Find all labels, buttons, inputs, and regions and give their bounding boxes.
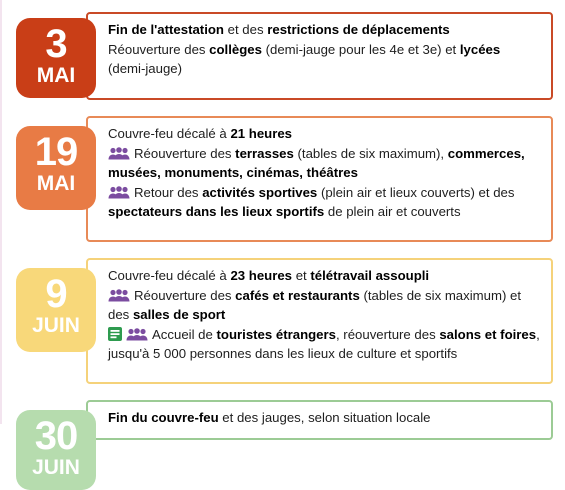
left-margin-rule — [0, 0, 2, 424]
date-day: 3 — [45, 22, 67, 66]
card-line: Couvre-feu décalé à 21 heures — [108, 126, 293, 141]
info-card — [86, 258, 553, 384]
date-badge — [16, 410, 96, 490]
card-line: Retour des activités sportives (plein air et lieux couverts) et des spectateurs dans les lieux sportifs de plein air et couverts — [108, 184, 515, 219]
info-card — [86, 400, 553, 440]
info-card — [86, 116, 553, 242]
date-badge — [16, 126, 96, 210]
people-icon — [108, 289, 130, 302]
card-line: Accueil de touristes étrangers, réouverture des salons et foires, jusqu'à 5 000 personnes dans les lieux de culture et sportifs — [108, 326, 540, 361]
info-card — [86, 12, 553, 100]
date-badge — [16, 18, 96, 98]
date-month: MAI — [36, 172, 76, 195]
date-month: JUIN — [32, 314, 80, 337]
card-line: Fin du couvre-feu et des jauges, selon situation locale — [108, 410, 431, 425]
people-icon — [126, 328, 148, 341]
date-month: JUIN — [32, 456, 80, 479]
card-line: Fin de l'attestation et des restrictions de déplacements — [108, 22, 450, 37]
timeline-row-june-9 — [16, 258, 553, 384]
date-month: MAI — [36, 64, 76, 87]
people-icon — [108, 186, 130, 199]
card-line: Réouverture des terrasses (tables de six maximum), commerces, musées, monuments, cinémas, théâtres — [108, 145, 525, 180]
people-icon — [108, 147, 130, 160]
date-day: 30 — [34, 414, 78, 458]
card-line: Réouverture des collèges (demi-jauge pour les 4e et 3e) et lycées (demi-jauge) — [108, 41, 501, 76]
date-day: 19 — [34, 130, 78, 174]
timeline-row-june-30 — [16, 400, 553, 479]
timeline-row-may-3 — [16, 12, 553, 100]
date-badge — [16, 268, 96, 352]
card-line: Réouverture des cafés et restaurants (tables de six maximum) et des salles de sport — [108, 287, 522, 322]
timeline-row-may-19 — [16, 116, 553, 242]
eu-flag-icon — [108, 327, 122, 341]
date-day: 9 — [45, 272, 67, 316]
card-line: Couvre-feu décalé à 23 heures et télétravail assoupli — [108, 268, 430, 283]
